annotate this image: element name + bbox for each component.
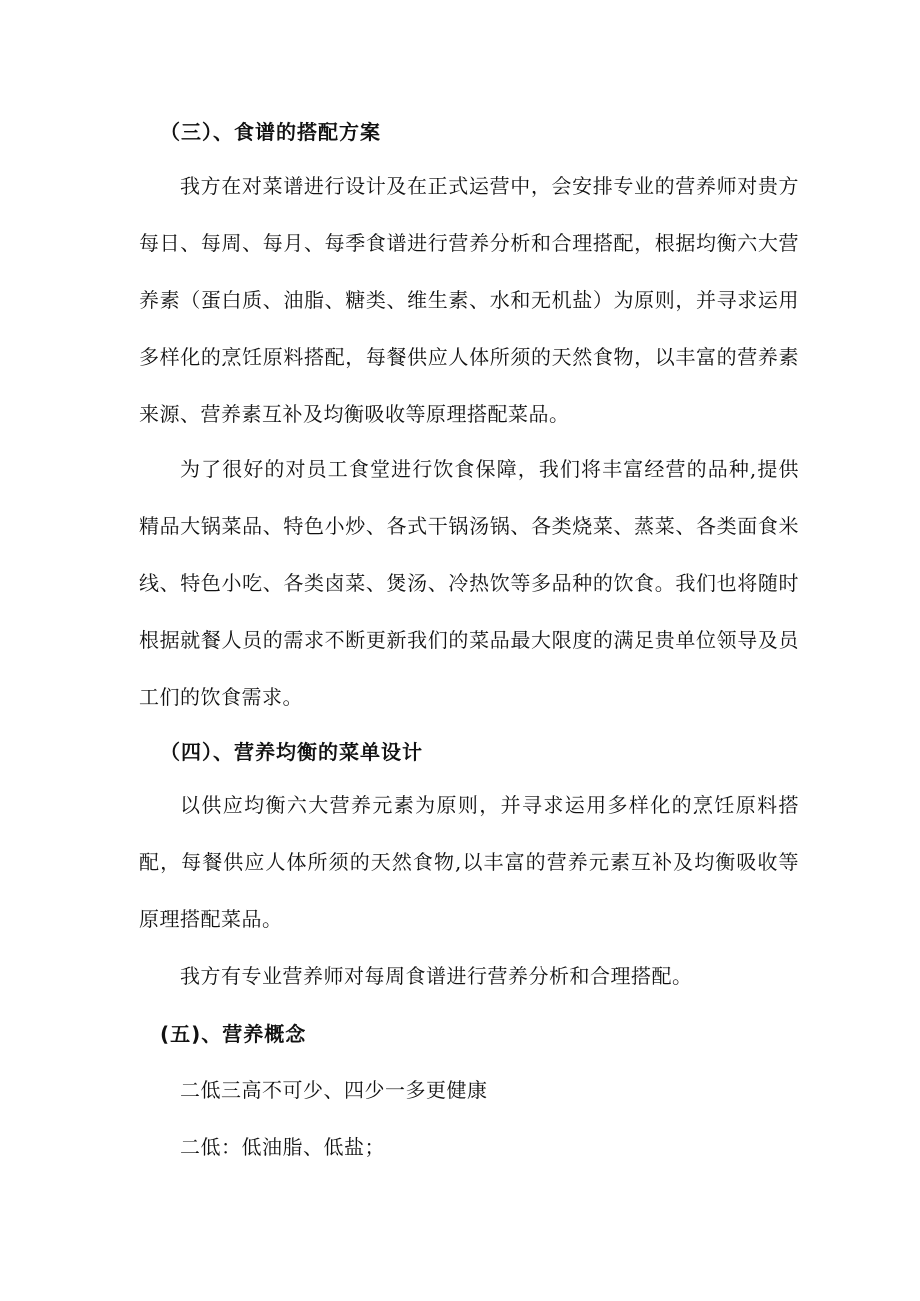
section-5-line-2: 二低：低油脂、低盐； [180, 1135, 385, 1159]
section-5-heading: (五)、营养概念 [160, 1022, 307, 1046]
section-4-paragraph-2: 我方有专业营养师对每周食谱进行营养分析和合理搭配。 [180, 964, 693, 988]
section-5-line-1: 二低三高不可少、四少一多更健康 [180, 1078, 488, 1102]
section-3-heading: （三）、食谱的搭配方案 [160, 120, 381, 144]
section-4-heading: （四）、营养均衡的菜单设计 [160, 740, 423, 764]
section-3-paragraph-2: 为了很好的对员工食堂进行饮食保障，我们将丰富经营的品种,提供精品大锅菜品、特色小炒、各式干锅汤锅、各类烧菜、蒸菜、各类面食米线、特色小吃、各类卤菜、煲汤、冷热饮等多品种的饮食。我们也将随时根据就餐人员的需求不断更新我们的菜品最大限度的满足贵单位领导及员工们的饮食需求。 [139, 457, 799, 709]
section-4-paragraph-1: 以供应均衡六大营养元素为原则，并寻求运用多样化的烹饪原料搭配，每餐供应人体所须的天然食物,以丰富的营养元素互补及均衡吸收等原理搭配菜品。 [139, 793, 799, 931]
section-3-paragraph-1: 我方在对菜谱进行设计及在正式运营中，会安排专业的营养师对贵方每日、每周、每月、每季食谱进行营养分析和合理搭配，根据均衡六大营养素（蛋白质、油脂、糖类、维生素、水和无机盐）为原则，并寻求运用多样化的烹饪原料搭配，每餐供应人体所须的天然食物，以丰富的营养素来源、营养素互补及均衡吸收等原理搭配菜品。 [139, 174, 799, 426]
